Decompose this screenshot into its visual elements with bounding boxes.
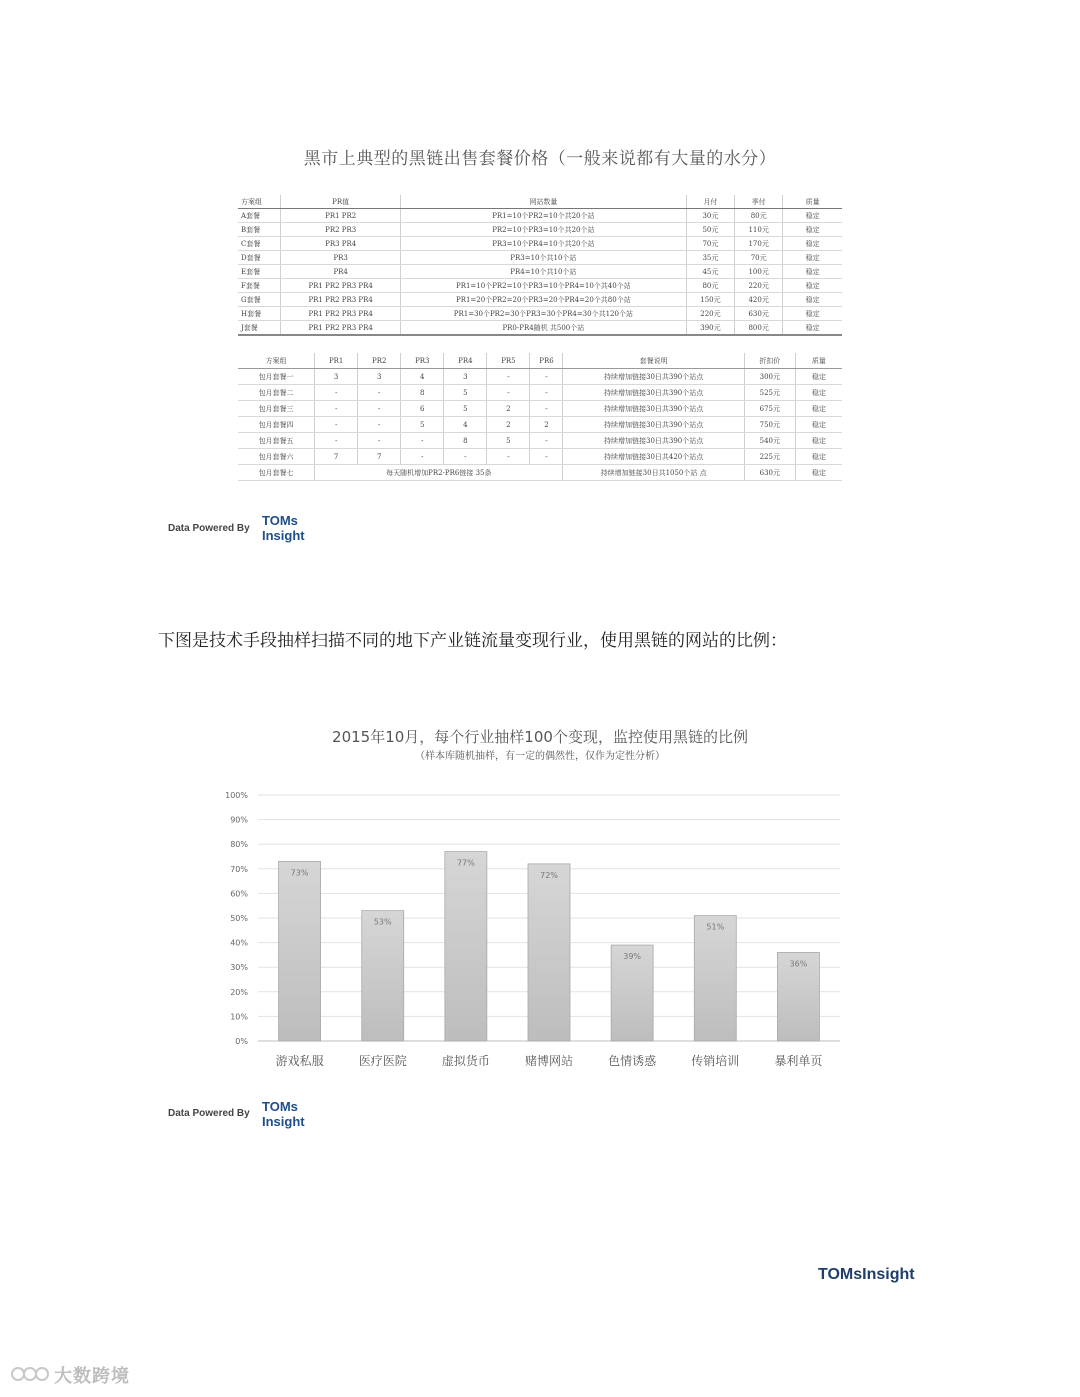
table-cell: E套餐 xyxy=(238,265,281,279)
bar xyxy=(528,864,570,1041)
table-cell: 稳定 xyxy=(795,433,842,449)
table-cell: 300元 xyxy=(744,369,795,385)
table-cell: - xyxy=(530,433,563,449)
toms-insight-logo xyxy=(262,513,305,543)
table-cell: 630元 xyxy=(744,465,795,481)
table-cell: 包月套餐五 xyxy=(238,433,315,449)
table-cell: - xyxy=(358,401,401,417)
table-cell: 5 xyxy=(444,401,487,417)
table-cell: 4 xyxy=(444,417,487,433)
table-cell: - xyxy=(487,369,530,385)
table-cell: 50元 xyxy=(686,223,734,237)
table-row xyxy=(238,369,842,385)
table-cell: 8 xyxy=(401,385,444,401)
table-cell: 持续增加链接30日共1050个站 点 xyxy=(563,465,744,481)
table-cell: 每天随机增加PR2-PR6链接 35条 xyxy=(315,465,563,481)
data-label: 72% xyxy=(540,870,558,880)
table-header-cell: 月付 xyxy=(686,195,734,209)
table-cell: 5 xyxy=(487,433,530,449)
table-cell: 2 xyxy=(487,401,530,417)
bar xyxy=(694,916,736,1041)
table-cell: 675元 xyxy=(744,401,795,417)
y-tick-label: 50% xyxy=(230,914,248,923)
x-tick-label: 色情诱惑 xyxy=(608,1054,657,1068)
table-cell: PR0-PR4随机 共500个站 xyxy=(400,321,686,336)
table-row xyxy=(238,385,842,401)
x-tick-label: 医疗医院 xyxy=(358,1054,407,1068)
data-label: 53% xyxy=(373,917,392,927)
powered-by-label: Data Powered By xyxy=(168,1108,250,1119)
watermark-text: 大数跨境 xyxy=(54,1366,130,1387)
table-cell: - xyxy=(401,433,444,449)
logo-line-2: Insight xyxy=(262,1114,305,1129)
table-row xyxy=(238,433,842,449)
table-header-row xyxy=(238,353,842,369)
table-cell: - xyxy=(401,449,444,465)
table-cell: 稳定 xyxy=(783,293,842,307)
table-row xyxy=(238,223,842,237)
table-header-row xyxy=(238,195,842,209)
table-cell: 3 xyxy=(444,369,487,385)
data-label: 36% xyxy=(789,959,808,969)
y-tick-label: 40% xyxy=(230,938,248,948)
table-cell: - xyxy=(315,433,358,449)
table-cell: PR1=10个PR2=10个共20个站 xyxy=(400,209,686,223)
x-tick-label: 暴利单页 xyxy=(774,1054,823,1068)
y-tick-label: 70% xyxy=(230,864,248,874)
table-cell: 540元 xyxy=(744,433,795,449)
data-label: 51% xyxy=(706,922,725,932)
table-cell: F套餐 xyxy=(238,279,281,293)
table-cell: 稳定 xyxy=(783,265,842,279)
logo-line-2: Insight xyxy=(262,528,305,543)
table-cell: B套餐 xyxy=(238,223,281,237)
table-cell: 80元 xyxy=(686,279,734,293)
logo-line-1: TOMs xyxy=(262,513,298,528)
logo-line-1: TOMs xyxy=(262,1099,298,1114)
table-cell: 包月套餐四 xyxy=(238,417,315,433)
table-header-cell: 套餐说明 xyxy=(563,353,744,369)
table-row xyxy=(238,279,842,293)
table-cell: 80元 xyxy=(735,209,783,223)
table-cell: H套餐 xyxy=(238,307,281,321)
table-cell: 包月套餐一 xyxy=(238,369,315,385)
table-header-cell: 方案组 xyxy=(238,195,281,209)
table-cell: PR1 PR2 PR3 PR4 xyxy=(281,307,400,321)
toms-insight-logo xyxy=(262,1099,305,1129)
table-cell: PR1=30个PR2=30个PR3=30个PR4=30个共120个站 xyxy=(400,307,686,321)
table-row xyxy=(238,237,842,251)
table-cell: 525元 xyxy=(744,385,795,401)
table-cell: 7 xyxy=(315,449,358,465)
footer-brand: TOMsInsight xyxy=(818,1266,915,1283)
table-row xyxy=(238,321,842,336)
x-tick-label: 虚拟货币 xyxy=(441,1054,490,1068)
table-cell: 稳定 xyxy=(795,385,842,401)
table-cell: D套餐 xyxy=(238,251,281,265)
table-cell: 30元 xyxy=(686,209,734,223)
table-cell: 390元 xyxy=(686,321,734,336)
table-cell: PR1 PR2 PR3 PR4 xyxy=(281,293,400,307)
table-cell: - xyxy=(487,385,530,401)
table-cell: - xyxy=(530,449,563,465)
table-cell: 420元 xyxy=(735,293,783,307)
y-tick-label: 80% xyxy=(230,840,248,850)
table-cell: 5 xyxy=(401,417,444,433)
table-cell: 稳定 xyxy=(783,223,842,237)
table-cell: - xyxy=(358,433,401,449)
table-cell: PR4=10个共10个站 xyxy=(400,265,686,279)
table-cell: 稳定 xyxy=(795,417,842,433)
y-tick-label: 10% xyxy=(230,1012,248,1022)
y-tick-label: 0% xyxy=(235,1037,248,1046)
table-cell: - xyxy=(444,449,487,465)
table-cell: 持续增加链接30日共390个站点 xyxy=(563,369,744,385)
table-cell: 3 xyxy=(315,369,358,385)
table-row xyxy=(238,251,842,265)
table-cell: 630元 xyxy=(735,307,783,321)
table-cell: 170元 xyxy=(735,237,783,251)
table-cell: 包月套餐三 xyxy=(238,401,315,417)
x-tick-label: 传销培训 xyxy=(691,1054,740,1068)
table-header-cell: PR值 xyxy=(281,195,400,209)
table-row xyxy=(238,449,842,465)
table-cell: - xyxy=(358,385,401,401)
table-header-cell: PR6 xyxy=(530,353,563,369)
table-row xyxy=(238,265,842,279)
table-row xyxy=(238,209,842,223)
table-cell: 包月套餐二 xyxy=(238,385,315,401)
y-tick-label: 20% xyxy=(230,987,248,997)
monthly-package-table xyxy=(238,353,842,481)
table-cell: 5 xyxy=(444,385,487,401)
table-cell: 4 xyxy=(401,369,444,385)
table-cell: 750元 xyxy=(744,417,795,433)
table-cell: - xyxy=(487,449,530,465)
table-cell: A套餐 xyxy=(238,209,281,223)
body-paragraph: 下图是技术手段抽样扫描不同的地下产业链流量变现行业，使用黑链的网站的比例： xyxy=(158,631,787,651)
table-cell: 2 xyxy=(530,417,563,433)
table-cell: 持续增加链接30日共390个站点 xyxy=(563,401,744,417)
table-header-cell: PR2 xyxy=(358,353,401,369)
table-cell: 稳定 xyxy=(783,237,842,251)
powered-by-label: Data Powered By xyxy=(168,523,250,534)
package-price-table xyxy=(238,195,842,336)
table-cell: - xyxy=(530,385,563,401)
table-cell: 6 xyxy=(401,401,444,417)
table-cell: 稳定 xyxy=(795,369,842,385)
table-cell: 110元 xyxy=(735,223,783,237)
table-cell: 7 xyxy=(358,449,401,465)
table-cell: - xyxy=(315,385,358,401)
table-cell: PR1=10个PR2=10个PR3=10个PR4=10个共40个站 xyxy=(400,279,686,293)
table-cell: PR1 PR2 xyxy=(281,209,400,223)
table-cell: 220元 xyxy=(686,307,734,321)
table-cell: 225元 xyxy=(744,449,795,465)
table-cell: 持续增加链接30日共390个站点 xyxy=(563,385,744,401)
y-tick-label: 90% xyxy=(230,815,248,825)
table-cell: 220元 xyxy=(735,279,783,293)
table-header-cell: PR4 xyxy=(444,353,487,369)
table-cell: 70元 xyxy=(735,251,783,265)
table-cell: PR1 PR2 PR3 PR4 xyxy=(281,321,400,336)
table-cell: 45元 xyxy=(686,265,734,279)
bar xyxy=(279,861,321,1041)
bar-chart xyxy=(210,780,850,1080)
table-cell: 持续增加链接30日共390个站点 xyxy=(563,433,744,449)
table-cell: 800元 xyxy=(735,321,783,336)
table-header-cell: 季付 xyxy=(735,195,783,209)
table-cell: - xyxy=(530,369,563,385)
table-cell: PR3 xyxy=(281,251,400,265)
y-tick-label: 60% xyxy=(230,889,248,899)
watermark-icon xyxy=(10,1364,50,1384)
table-cell: 稳定 xyxy=(795,465,842,481)
table-cell: 3 xyxy=(358,369,401,385)
table-row xyxy=(238,417,842,433)
table-cell: 包月套餐七 xyxy=(238,465,315,481)
table-row xyxy=(238,401,842,417)
table-cell: 持续增加链接30日共420个站点 xyxy=(563,449,744,465)
table-cell: - xyxy=(358,417,401,433)
table-cell: 2 xyxy=(487,417,530,433)
table1-title: 黑市上典型的黑链出售套餐价格（一般来说都有大量的水分） xyxy=(303,149,777,169)
y-tick-label: 100% xyxy=(225,791,248,800)
table-cell: 稳定 xyxy=(783,209,842,223)
table-header-cell: 方案组 xyxy=(238,353,315,369)
table-cell: 稳定 xyxy=(783,307,842,321)
table-header-cell: PR5 xyxy=(487,353,530,369)
data-label: 77% xyxy=(456,858,475,868)
table-cell: - xyxy=(315,401,358,417)
table-cell: - xyxy=(315,417,358,433)
table-cell: G套餐 xyxy=(238,293,281,307)
table-row xyxy=(238,293,842,307)
table-header-cell: PR1 xyxy=(315,353,358,369)
chart-subtitle: （样本库随机抽样，有一定的偶然性，仅作为定性分析） xyxy=(415,751,665,762)
data-label: 39% xyxy=(623,952,642,962)
table-row xyxy=(238,307,842,321)
table-cell: PR3 PR4 xyxy=(281,237,400,251)
x-tick-label: 赌博网站 xyxy=(524,1054,574,1068)
table-cell: 35元 xyxy=(686,251,734,265)
table-cell: J套餐 xyxy=(238,321,281,336)
table-cell: PR2=10个PR3=10个共20个站 xyxy=(400,223,686,237)
table-cell: PR2 PR3 xyxy=(281,223,400,237)
table-cell: PR4 xyxy=(281,265,400,279)
table-header-cell: 质量 xyxy=(795,353,842,369)
table-cell: 稳定 xyxy=(795,401,842,417)
table-cell: PR1 PR2 PR3 PR4 xyxy=(281,279,400,293)
bar xyxy=(445,852,487,1041)
table-row xyxy=(238,465,842,481)
table-cell: 稳定 xyxy=(783,251,842,265)
table-cell: PR3=10个PR4=10个共20个站 xyxy=(400,237,686,251)
chart-title: 2015年10月，每个行业抽样100个变现，监控使用黑链的比例 xyxy=(332,728,748,746)
table-header-cell: 折扣价 xyxy=(744,353,795,369)
table-cell: 稳定 xyxy=(795,449,842,465)
y-tick-label: 30% xyxy=(230,963,248,973)
table-cell: 持续增加链接30日共390个站点 xyxy=(563,417,744,433)
table-cell: 70元 xyxy=(686,237,734,251)
table-cell: 150元 xyxy=(686,293,734,307)
table-cell: 稳定 xyxy=(783,321,842,336)
table-cell: 包月套餐六 xyxy=(238,449,315,465)
table-header-cell: PR3 xyxy=(401,353,444,369)
table-header-cell: 网站数量 xyxy=(400,195,686,209)
table-cell: C套餐 xyxy=(238,237,281,251)
table-cell: PR1=20个PR2=20个PR3=20个PR4=20个共80个站 xyxy=(400,293,686,307)
table-cell: - xyxy=(530,401,563,417)
table-header-cell: 质量 xyxy=(783,195,842,209)
bar xyxy=(362,911,404,1041)
table-cell: 100元 xyxy=(735,265,783,279)
table-cell: PR3=10个共10个站 xyxy=(400,251,686,265)
table-cell: 8 xyxy=(444,433,487,449)
table-cell: 稳定 xyxy=(783,279,842,293)
x-tick-label: 游戏私服 xyxy=(275,1054,324,1068)
data-label: 73% xyxy=(290,868,309,878)
